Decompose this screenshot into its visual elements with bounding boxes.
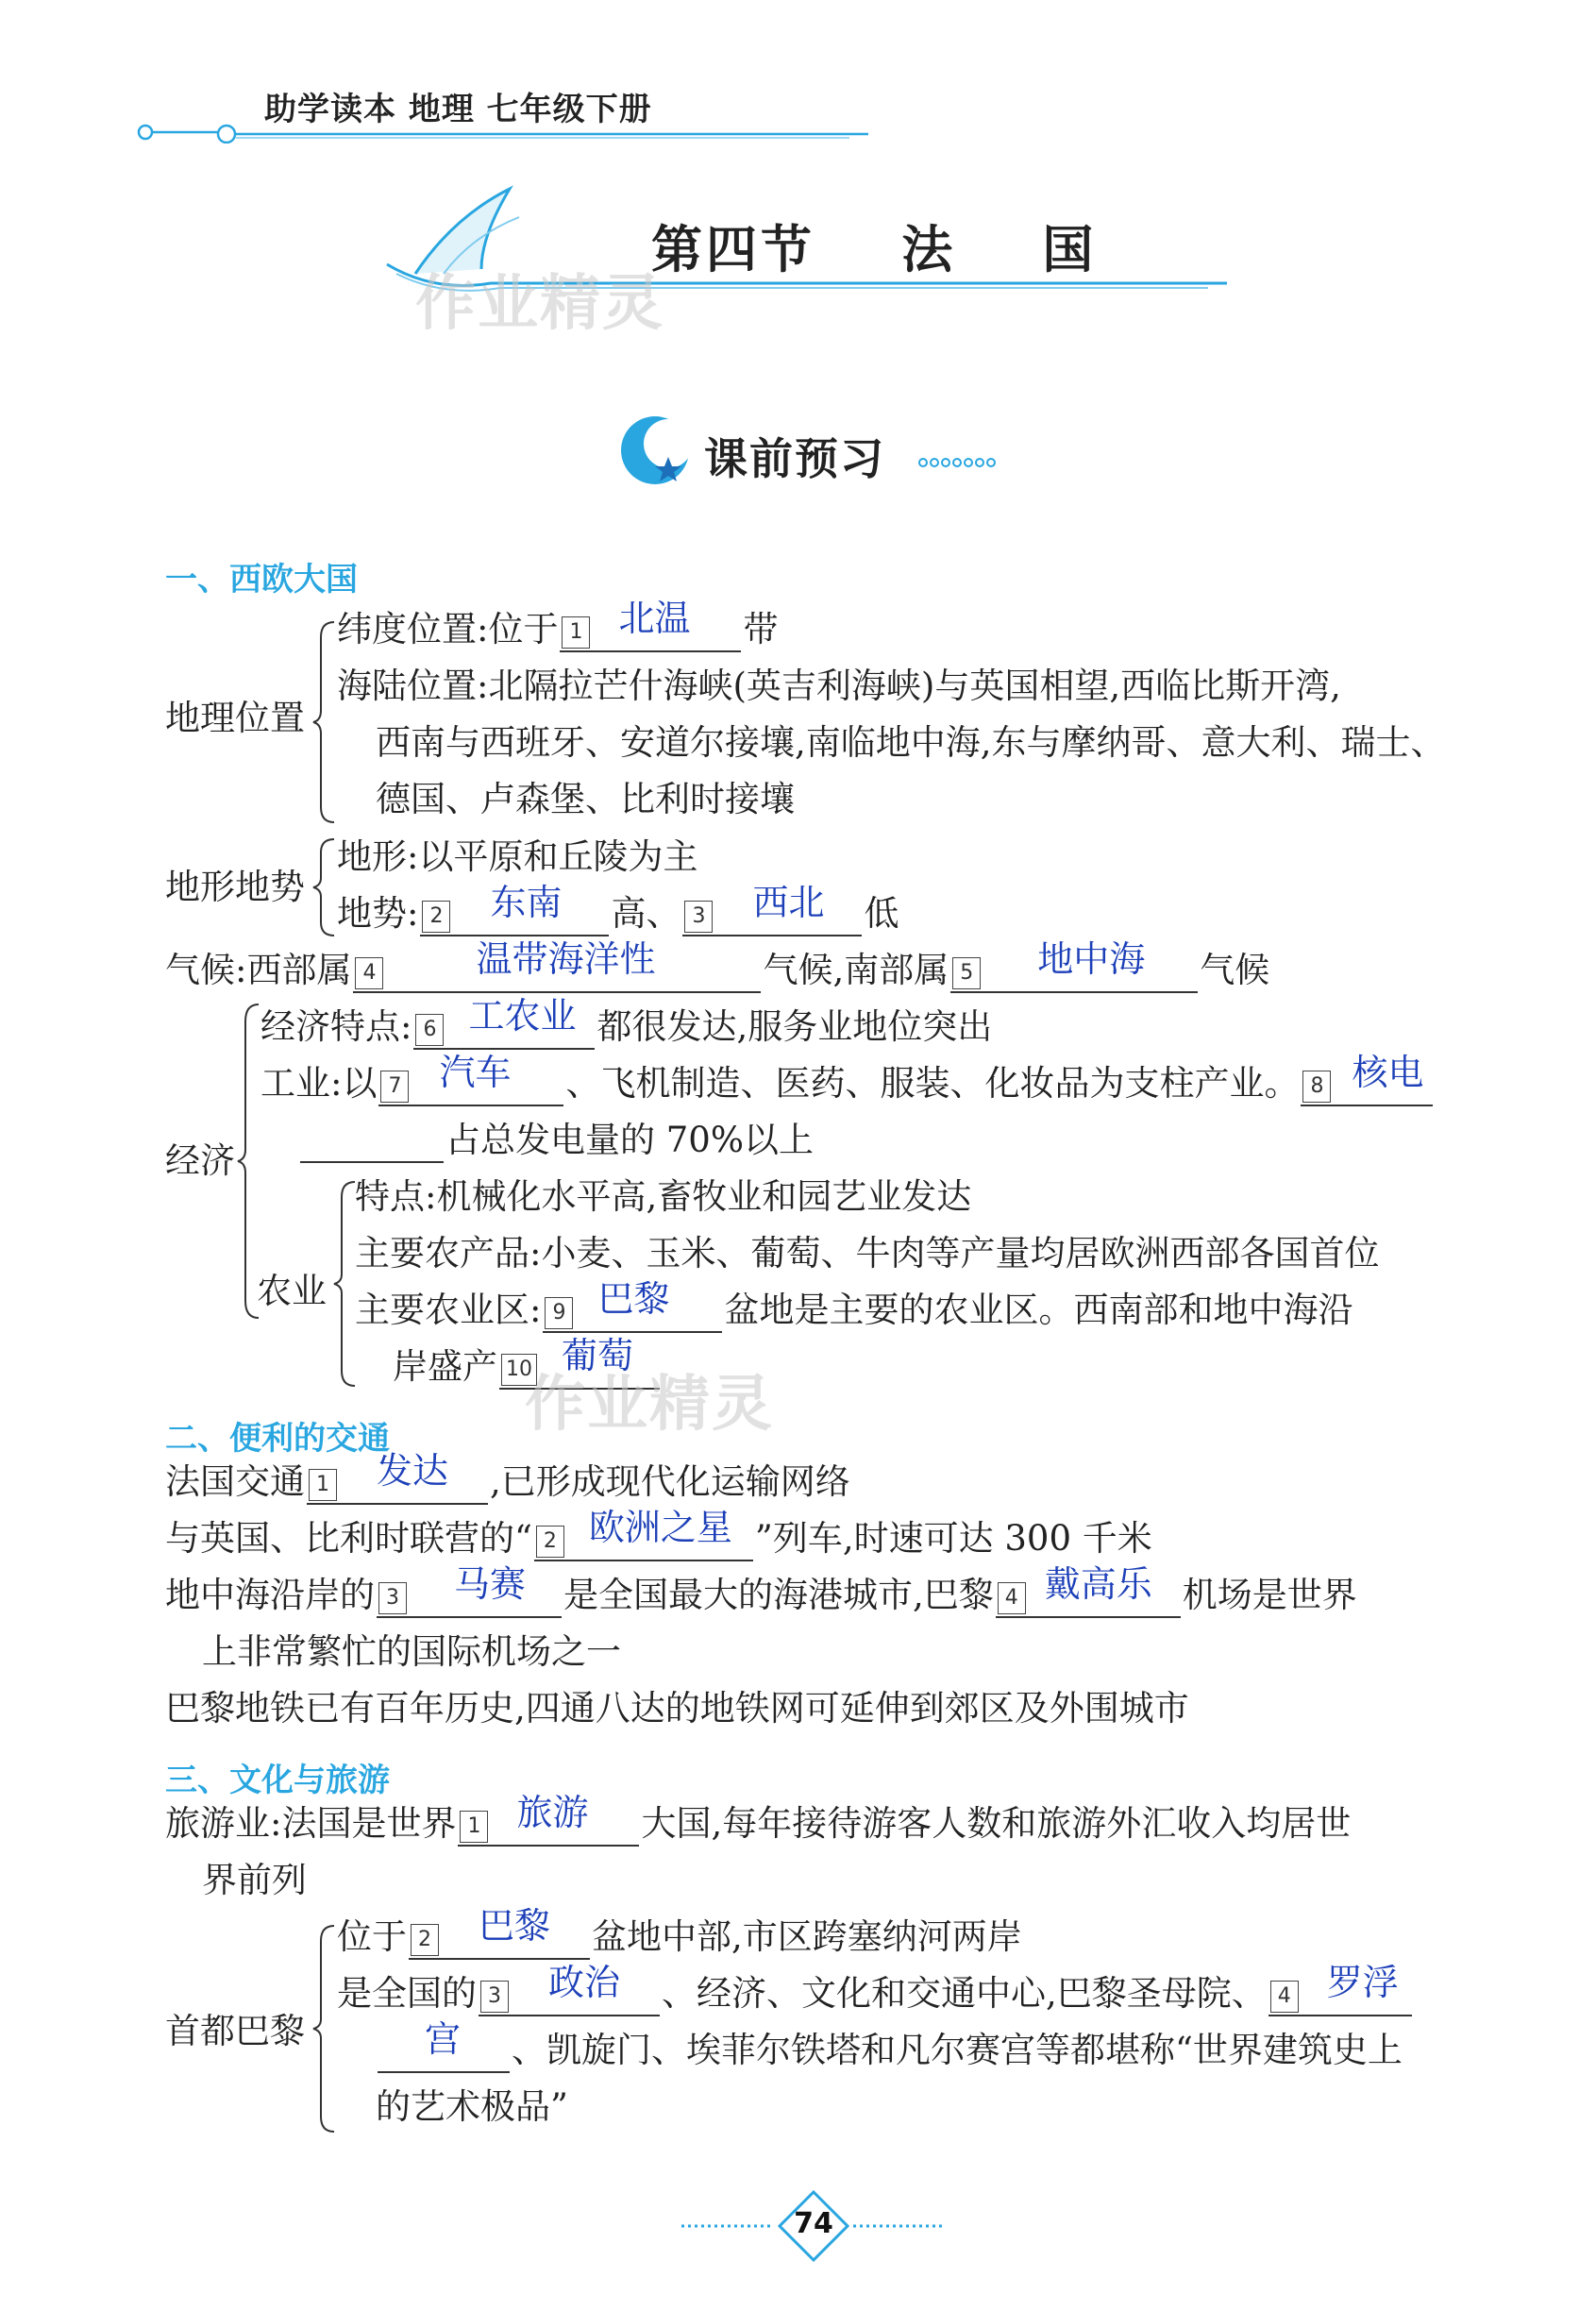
answer-text: 巴黎 (479, 1905, 551, 1947)
blank-8-cont[interactable] (300, 1120, 444, 1163)
answer-text: 宫 (425, 2018, 462, 2060)
blank-2[interactable] (420, 882, 609, 936)
climate-line (165, 938, 1270, 993)
blank-3[interactable] (682, 882, 862, 936)
blank-number: 4 (1270, 1981, 1299, 2013)
transport-line-3 (165, 1563, 1357, 1618)
agri-products-line: 主要农产品:小麦、玉米、葡萄、牛肉等产量均居欧洲西部各国首位 (355, 1233, 1380, 1274)
answer-text: 地中海 (1037, 938, 1146, 980)
slope-line (337, 882, 899, 936)
answer-text: 马赛 (454, 1563, 527, 1605)
t2-prefix: 与英国、比利时联营的“ (165, 1518, 532, 1559)
tourism-line (165, 1792, 1352, 1847)
slope-mid: 高、 (611, 893, 681, 934)
answer-text: 北温 (618, 598, 691, 639)
blank-number: 3 (684, 901, 713, 933)
brace-capital (311, 1922, 338, 2135)
blank-number: 2 (536, 1526, 564, 1558)
answer-text: 发达 (377, 1450, 449, 1492)
tour-suffix: 大国,每年接待游客人数和旅游外汇收入均居世 (641, 1803, 1352, 1844)
blank-number: 7 (380, 1071, 409, 1103)
econ-feature-line (260, 995, 993, 1050)
slope-suffix: 低 (864, 893, 899, 934)
transport-line-3b: 上非常繁忙的国际机场之一 (202, 1631, 621, 1672)
industry-line-2 (298, 1118, 814, 1163)
t1-prefix: 法国交通 (165, 1461, 305, 1502)
t3-suffix: 机场是世界 (1182, 1575, 1357, 1615)
ind-prefix: 工业:以 (260, 1063, 378, 1104)
answer-text: 葡萄 (562, 1335, 634, 1376)
header-decoration (132, 121, 878, 143)
answer-text: 工农业 (468, 995, 577, 1037)
blank-4[interactable] (353, 938, 761, 993)
answer-text: 政治 (548, 1962, 621, 2003)
agri-area-line (355, 1278, 1353, 1333)
answer-text: 罗浮 (1326, 1962, 1399, 2003)
sea-line-2: 西南与西班牙、安道尔接壤,南临地中海,东与摩纳哥、意大利、瑞士、 (376, 722, 1446, 763)
industry-line (260, 1052, 1435, 1106)
tourism-line-2: 界前列 (202, 1860, 307, 1900)
brace-geo (311, 618, 338, 826)
geo-location-label: 地理位置 (165, 698, 305, 738)
terrain-label: 地形地势 (165, 867, 305, 907)
transport-line-4: 巴黎地铁已有百年历史,四通八达的地铁网可延伸到郊区及外围城市 (165, 1688, 1189, 1729)
transport-line-2 (165, 1507, 1152, 1561)
blank-9[interactable] (543, 1278, 722, 1333)
answer-text: 巴黎 (597, 1278, 670, 1320)
agri-line2-prefix: 岸盛产 (393, 1346, 497, 1387)
answer-text: 东南 (490, 882, 563, 923)
lat-line (337, 598, 779, 652)
econ-feat-prefix: 经济特点: (260, 1006, 412, 1047)
cap1-suffix: 盆地中部,市区跨塞纳河两岸 (592, 1916, 1022, 1957)
blank-t1[interactable] (307, 1450, 488, 1505)
blank-number: 9 (545, 1297, 573, 1329)
answer-text: 欧洲之星 (588, 1507, 732, 1548)
cap2-mid: 、经济、文化和交通中心,巴黎圣母院、 (662, 1973, 1267, 2014)
climate-prefix: 气候:西部属 (165, 950, 352, 990)
blank-cap2[interactable] (479, 1962, 660, 2016)
answer-text: 戴高乐 (1044, 1563, 1152, 1605)
blank-tour[interactable] (458, 1792, 639, 1847)
book-title: 助学读本 地理 七年级下册 (264, 91, 652, 128)
blank-number: 4 (355, 957, 383, 989)
blank-cap4-cont[interactable] (378, 2018, 510, 2073)
blank-number: 1 (562, 616, 590, 649)
cap1-prefix: 位于 (337, 1916, 407, 1957)
blank-cap1[interactable] (409, 1905, 590, 1960)
blank-1[interactable] (560, 598, 741, 652)
blank-number: 3 (378, 1582, 407, 1614)
cap2-prefix: 是全国的 (337, 1973, 477, 2014)
heading-part3: 三、文化与旅游 (165, 1762, 390, 1799)
blank-cap4[interactable] (1268, 1962, 1412, 2016)
blank-number: 4 (998, 1582, 1026, 1614)
t1-suffix: ,已形成现代化运输网络 (490, 1461, 850, 1502)
blank-number: 8 (1302, 1071, 1331, 1103)
watermark-logo-2: 作业精灵 (525, 1370, 774, 1440)
blank-6[interactable] (413, 995, 595, 1050)
blank-number: 5 (952, 957, 981, 989)
cap3-suffix: 、凯旋门、埃菲尔铁塔和凡尔赛宫等都堪称“世界建筑史上 (512, 2030, 1403, 2070)
capital-line-3 (376, 2018, 1403, 2073)
blank-t2[interactable] (534, 1507, 753, 1561)
sea-line-1: 海陆位置:北隔拉芒什海峡(英吉利海峡)与英国相望,西临比斯开湾, (337, 666, 1341, 706)
econ-feat-suffix: 都很发达,服务业地位突出 (596, 1006, 993, 1047)
blank-number: 10 (501, 1354, 537, 1386)
blank-5[interactable] (950, 938, 1198, 993)
agri-area-suffix: 盆地是主要的农业区。西南部和地中海沿 (724, 1290, 1353, 1330)
capital-line-4: 的艺术极品” (376, 2086, 568, 2127)
heading-part2: 二、便利的交通 (165, 1420, 390, 1458)
t3-prefix: 地中海沿岸的 (165, 1575, 375, 1615)
capital-line-2 (337, 1962, 1414, 2016)
blank-7[interactable] (378, 1052, 563, 1106)
blank-number: 1 (309, 1469, 337, 1501)
lat-prefix: 纬度位置:位于 (337, 609, 559, 649)
sea-line-3: 德国、卢森堡、比利时接壤 (376, 779, 795, 819)
t3-mid: 是全国最大的海港城市,巴黎 (563, 1575, 994, 1615)
agri-area-prefix: 主要农业区: (355, 1290, 542, 1330)
answer-text: 汽车 (439, 1052, 512, 1093)
page-number: 74 (794, 2207, 833, 2240)
terrain-line: 地形:以平原和丘陵为主 (337, 836, 698, 877)
transport-line-1 (165, 1450, 850, 1505)
climate-suffix: 气候 (1200, 950, 1270, 990)
blank-number: 2 (411, 1924, 439, 1956)
agriculture-label: 农业 (257, 1271, 327, 1311)
economy-label: 经济 (165, 1140, 235, 1181)
brace-terrain (311, 835, 338, 939)
blank-8[interactable] (1301, 1052, 1433, 1106)
slope-prefix: 地势: (337, 893, 419, 934)
preview-label: 课前预习 (704, 433, 885, 484)
blank-number: 3 (480, 1981, 509, 2013)
ind-suffix: 、飞机制造、医药、服装、化妆品为支柱产业。 (565, 1063, 1300, 1104)
tour-prefix: 旅游业:法国是世界 (165, 1803, 457, 1844)
answer-text: 旅游 (516, 1792, 589, 1833)
blank-t3[interactable] (377, 1563, 562, 1618)
section-title: 第四节 法 国 (651, 219, 1098, 279)
blank-number: 1 (460, 1811, 488, 1843)
t2-suffix: ”列车,时速可达 300 千米 (754, 1518, 1152, 1559)
blank-t4[interactable] (996, 1563, 1181, 1618)
ind-line2: 占总发电量的 70%以上 (445, 1120, 814, 1160)
watermark-logo: 作业精灵 (415, 269, 664, 339)
climate-mid: 气候,南部属 (763, 950, 949, 990)
blank-number: 6 (415, 1014, 444, 1046)
lat-suffix: 带 (743, 609, 779, 649)
answer-text: 核电 (1352, 1052, 1424, 1093)
capital-line-1 (337, 1905, 1022, 1960)
answer-text: 西北 (752, 882, 825, 923)
heading-part1: 一、西欧大国 (165, 561, 358, 599)
blank-number: 2 (422, 901, 450, 933)
agri-feature-line: 特点:机械化水平高,畜牧业和园艺业发达 (355, 1176, 972, 1217)
answer-text: 温带海洋性 (476, 938, 656, 980)
capital-label: 首都巴黎 (165, 2011, 305, 2051)
